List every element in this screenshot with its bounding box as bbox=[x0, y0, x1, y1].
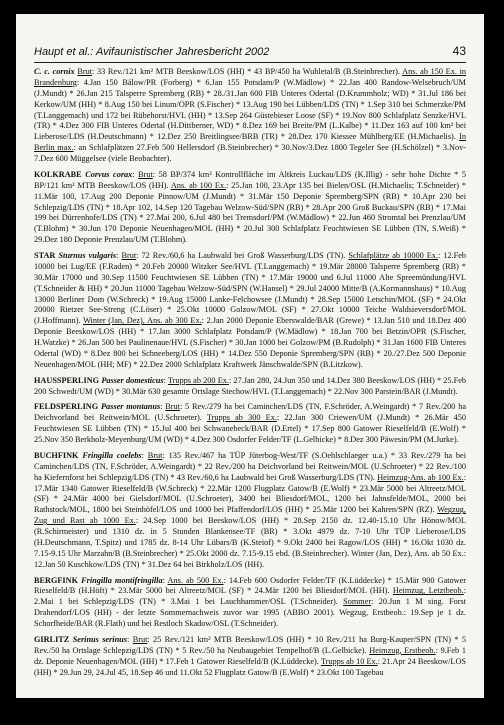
section-label: Heimzug, Erstbeob. bbox=[369, 645, 436, 655]
section-label: Ans. ab 150 Ex. in Brandenburg bbox=[34, 67, 467, 87]
section-text: : 58 BP/374 km² Kontrollfläche im Altkreis Luckau/LDS (K.Illig) - sehr hohe Dichte * 5 BP/121 km² MTB Beeskow/LOS (HH). bbox=[34, 169, 467, 190]
species-entry-buchfink: BUCHFINK Fringilla coelebs: Brut: 135 Rev./467 ha TÜP Jüterbog-West/TF (S.Oehlschlaeger u.a.) * 33 Rev./279 ha bei Caminchen/LDS (TN, F.Schröder, A.Weingardt) * 22 Rev./200 ha Deichvorland bei Reitwein/MOL (U.Schroeter) * 22 Rev./100 ha Kiefernforst bei Schlepzig/LDS (TN) * 43 Rev./60,6 ha Laubwald bei Groß Wasserburg/LDS (TN). Heimzug-Ans. ab 100 Ex.: 17.Mär 1340 Gatower Rieselfeld/B (W.Schreck) * 22.Mär 1200 Flugplatz Gatow/B (E.Wolf) * 23.Mär 5000 bei Altreetz/MOL (SF) * 24.Mär 4000 bei Gielsdorf/MOL (U.Schroeter), 3400 bei Bliesdorf/MOL, 1200 bei Jahnsfelde/MOL, 2000 bei Rathstock/MOL, 1800 bei Steinhöfel/LOS und 1000 bei Pfaffendorf/LOS (HH) * 25.Mär 1200 bei Kahren/SPN (RZ). Wegzug, Zug und Rast ab 1000 Ex.: 24.Sep 1000 bei Beeskow/LOS (HH) * 28.Sep 2150 dz. 12.40-15.10 Uhr Hönow/MOL (R.Schirmeister) und 1310 dz. in 5 Stunden Blankensee/TF (BR) * 3.Okt 4979 dz. 7-10 Uhr TÜP Lieberose/LDS (H.Deutschmann, T.Spitz) und 1785 dz. 8-14 Uhr Lübars/B (K.Steiof) * 9.Okt 2400 bei Ragow/LOS (HH) * 16.Okt 1030 dz. 7.15-9.15 Uhr Marzahn/B (B.Steinbrecher) * 25.Okt 2000 dz. 7.15-9.15 ebd. (B.Steinbrecher). Winter (Jan, Dez), Ans. ab 50 Ex.: 12.Jan 50 Kuschkow/LDS (TN) * 31.Dez 64 bei Birkholz/LOS (HH). bbox=[34, 450, 467, 569]
section-text: : 27.Jan 280, 24.Jun 350 und 14.Dez 380 Beeskow/LOS (HH) * 25.Feb 200 Schwedt/UM (WD) * 30.Mär 630 gesamte Ortslage Stechow/HVL (T.Langgemach) * 22.Nov 300 Parstein/BAR (J.Mundt). bbox=[34, 375, 466, 396]
section-text: : 22.Jan 300 Criewen/UM (J.Mundt) * 26.Mär 450 Feuchtwiesen SE Lübben (TN) * 15.Jul 400 bei Schwanebeck/BAR (D.Ertel) * 17.Sep 800 Gatower Rieselfeld/B (E.Wolf) * 25.Nov 350 Berkholz-Meyenburg/UM (WD) * 4.Dez 300 Osdorfer Felder/TF (L.Gelbicke) * 8.Dez 300 Päwesin/PM (M.Jurke). bbox=[34, 413, 467, 444]
report-body bbox=[34, 67, 466, 683]
section-text: : 21.Apr 24 Beeskow/LOS (HH) * 29.Jun 29, 24.Jul 45, 18.Sep 46 und 11.Okt 52 Flugplatz Gatow/B (E.Wolf) * 23.Okt 100 Tagebau bbox=[34, 656, 467, 677]
section-label: Ans. ab 100 Ex. bbox=[170, 180, 227, 190]
section-text: : 24.Sep 1000 bei Beeskow/LOS (HH) * 28.Sep 2150 dz. 12.40-15.10 Uhr Hönow/MOL (R.Schirmeister) und 1310 dz. in 5 Stunden Blankensee/TF (BR) * 3.Okt 4979 dz. 7-10 Uhr TÜP Lieberose/LDS (H.Deutschmann, T.Spitz) und 1785 dz. 8-14 Uhr Lübars/B (K.Steiof) * 9.Okt 2400 bei Ragow/LOS (HH) * 16.Okt 1030 dz. 7.15-9.15 Uhr Marzahn/B (B.Steinbrecher) * 25.Okt 2000 dz. 7.15-9.15 ebd. (B.Steinbrecher). Winter (Jan, Dez), Ans. ab 50 Ex.: 12.Jan 50 Kuschkow/LDS (TN) * 31.Dez 64 bei Birkholz/LOS (HH). bbox=[34, 516, 466, 569]
section-label: Sommer bbox=[343, 597, 372, 607]
species-head: HAUSSPERLING bbox=[34, 375, 100, 385]
species-head: STAR bbox=[34, 251, 56, 260]
section-text: : 20.Jun 1 M sing. Forst Drahendorf/LOS (HH) - der letzte Sommernachweis zuvor war 1995 (ABBO 2001). Wegzug, Erstbeob.: 19.Sep je 1 dz. Schorfheide/BAR (R.Flath) und bei Restloch Skadow/OSL (T.Schneider). bbox=[34, 597, 467, 628]
section-text: : 25 Rev./121 km² MTB Beeskow/LOS (HH) * 10 Rev./211 ha Burg-Kauper/SPN (TN) * 5 Rev./50 ha Ortslage Schlepzig/LDS (TN) * 5 Rev./50 ha Neubaugebiet Tempelhof/B (L.Gelbicke). bbox=[34, 634, 467, 655]
section-text: : 72 Rev./60,6 ha Laubwald bei Groß Wasserburg/LDS (TN). bbox=[136, 251, 349, 260]
running-header bbox=[34, 40, 466, 58]
page-number: 43 bbox=[452, 44, 466, 58]
section-label: Brut bbox=[165, 402, 180, 412]
section-text: : 25.Jan 100, 23.Apr 135 bei Bielen/OSL (H.Michaelis; T.Schneider) * 11.Mär 100, 17.Aug 200 Deponie Pinnow/UM (J.Mundt) * 31.Mär 150 Deponie Spremberg/SPN (RB) * 10.Apr 230 bei Schlepzig/LDS (TN) * 18.Apr 102, 14.Sep 120 Tagebau Welzow-Süd/SPN (RB) * 28.Apr 200 Groß Buckau/SPN (RB) * 17.Mai 199 bei Dürrenhofe/LDS (TN) * 27.Mai 200, 6.Jul 480 bei Tremsdorf/PM (W.Mädlow) * 22.Jun 460 Stromtal bei Prenzlau/UM (T.Blohm) * 30.Jun 170 Deponie Neuenhagen/MOL (HH) * 20.Jul 300 Schlafplatz Feuchtwiesen SE Lübben (TN, S.Weiß) * 29.Dez 180 Deponie Prenzlau/UM (T.Blohm). bbox=[34, 180, 466, 245]
section-label: Trupps ab 10 Ex. bbox=[320, 656, 378, 666]
species-entry-nebelkraehe bbox=[34, 67, 466, 165]
species-entry-haussperling: HAUSSPERLING Passer domesticus: Trupps ab 200 Ex.: 27.Jan 280, 24.Jun 350 und 14.Dez 380 Beeskow/LOS (HH) * 25.Feb 200 Schwedt/UM (WD) * 30.Mär 630 gesamte Ortslage Stechow/HVL (T.Langgemach) * 22.Nov 300 Parstein/BAR (J.Mundt). bbox=[34, 375, 466, 396]
species-scientific-name: Sturnus vulgaris bbox=[58, 251, 117, 260]
section-label: Ans. ab 500 Ex. bbox=[167, 575, 224, 585]
species-head: KOLKRABE bbox=[34, 169, 82, 179]
species-scientific-name: Serinus serinus bbox=[72, 634, 127, 644]
section-label: Brut bbox=[77, 67, 93, 76]
header-rule bbox=[34, 62, 466, 63]
section-text: : 4.Jan 150 Bälow/PR (Forberg) * 6.Jan 155 Potsdam/P (W.Mädlow) * 22.Jan 400 Randow-Welsebruch/UM (J.Mundt) * 26.Jan 215 Talsperre Spremberg (RB) * 28./31.Jan 600 FIB Unteres Odertal (D.Krummholz; WD) * 31.Jul 186 bei Kerkow/UM (HH) * 8.Aug 150 bei Linum/OPR (S.Fischer) * 13.Aug 190 bei Lübben/LDS (TN) * 1.Sep 310 bei Schmerzke/PM (T.Langgemach) und 172 bei Rübehorst/HVL (HH) * 13.Sep 264 Güstebieser Loose (SF) * 19.Nov 800 Schlafplatz Senzke/HVL (TR) * 4.Dez 300 FIB Unteres Odertal (H.Dittberner, WD) * 8.Dez 169 bei Breite/PM (L.Kalbe) * 11.Dez 163 auf 100 km² bei Lieberose/LDS (H.Deutschmann) * 12.Dez 250 Breitlingsee/BRB (TR) * 28.Dez 170 Kiessee Mühlberg/EE (H.Michaelis). bbox=[34, 77, 466, 142]
section-label: Winter (Jan, Dez), Ans. ab 300 Ex. bbox=[83, 316, 202, 326]
section-text: : 2.Jan 2000 Deponie Eberswalde/BAR (Grewe) * 13.Jan 510 und 18.Dez 400 Deponie Beeskow/LOS (HH) * 17.Jan 3000 Schlafplatz Potsdam/P (W.Mädlow) * 18.Jan 700 bei Betzin/OPR (S.Fischer, H.Watzke) * 26.Jan 500 bei Paulinenaue/HVL (S.Fischer) * 30.Jan 1000 bei Golzow/PM (B.Rudolph) * 31.Jan 1600 FIB Unteres Odertal (WD) * 8.Dez 800 bei Schneeberg/LOS (HH) * 14.Dez 550 Deponie Spremberg/SPN (RB) * 20./27.Dez 500 Deponie Neuenhagen/MOL (HH; MF) * 22.Dez 2000 Schlafplatz Kraftwerk Jänschwalde/SPN (B.Litzkow). bbox=[34, 316, 466, 369]
section-label: Trupps ab 200 Ex. bbox=[167, 375, 229, 385]
species-entry-feldsperling: FELDSPERLING Passer montanus: Brut: 5 Rev./279 ha bei Caminchen/LDS (TN, F.Schröder, A.Weingardt) * 7 Rev./200 ha Deichvorland bei Reitwein/MOL (U.Schroeter). Trupps ab 300 Ex.: 22.Jan 300 Criewen/UM (J.Mundt) * 26.Mär 450 Feuchtwiesen SE Lübben (TN) * 15.Jul 400 bei Schwanebeck/BAR (D.Ertel) * 17.Sep 800 Gatower Rieselfeld/B (E.Wolf) * 25.Nov 350 Berkholz-Meyenburg/UM (WD) * 4.Dez 300 Osdorfer Felder/TF (L.Gelbicke) * 8.Dez 300 Päwesin/PM (M.Jurke). bbox=[34, 402, 467, 444]
section-label: Brut bbox=[132, 634, 148, 644]
section-text: : 14.Feb 600 Osdorfer Felder/TF (K.Lüddecke) * 15.Mär 900 Gatower Rieselfeld/B (H.Höft) * 23.Mär 5000 bei Altreetz/MOL (SF) * 24.Mär 1200 bei Bliesdorf/MOL (HH). bbox=[34, 575, 467, 596]
section-text: : 135 Rev./467 ha TÜP Jüterbog-West/TF (S.Oehlschlaeger u.a.) * 33 Rev./279 ha bei Caminchen/LDS (TN, F.Schröder, A.Weingardt) * 22 Rev./200 ha Deichvorland bei Reitwein/MOL (U.Schroeter) * 22 Rev./100 ha Kiefernforst bei Schlepzig/LDS (TN) * 43 Rev./60,6 ha Laubwald bei Groß Wasserburg/LDS (TN). bbox=[34, 450, 467, 482]
species-scientific-name: Corvus corax bbox=[85, 169, 133, 179]
section-text: : 5 Rev./279 ha bei Caminchen/LDS (TN, F.Schröder, A.Weingardt) * 7 Rev./200 ha Deichvorland bei Reitwein/MOL (U.Schroeter). bbox=[34, 402, 466, 423]
section-text: : an Schlafplätzen 27.Feb 500 Hellersdorf (B.Steinbrecher) * 30.Nov/3.Dez 1800 Tegeler See (H.Schölzel) * 3.Nov-7.Dez 600 Müggelsee (viele Beobachter). bbox=[34, 143, 467, 163]
section-label: Wegzug, Zug und Rast ab 1000 Ex. bbox=[34, 505, 466, 526]
section-label: Heimzug, Letztbeob. bbox=[392, 586, 464, 596]
section-label: Trupps ab 300 Ex. bbox=[206, 413, 277, 423]
document-page bbox=[16, 14, 484, 698]
running-title: Haupt et al.: Avifaunistischer Jahresbericht 2002 bbox=[34, 46, 270, 58]
section-label: Schlafplätze ab 10000 Ex. bbox=[348, 251, 438, 260]
species-head: C. c. cornix bbox=[34, 67, 75, 76]
species-head: BUCHFINK bbox=[34, 450, 79, 460]
section-text: : 9.Feb 1 dz. Deponie Neuenhagen/MOL (HH) * 17.Feb 1 Gatower Rieselfeld/B (K.Lüddecke). bbox=[34, 645, 466, 666]
species-scientific-name: Fringilla montifringilla bbox=[81, 575, 163, 585]
species-scientific-name: Fringilla coelebs bbox=[82, 450, 142, 460]
species-scientific-name: Passer montanus bbox=[100, 402, 161, 412]
section-text: : 33 Rev./121 km² MTB Beeskow/LOS (HH) * 43 BP/450 ha Wuhletal/B (B.Steinbrecher). bbox=[92, 67, 403, 76]
species-head: FELDSPERLING bbox=[34, 402, 99, 412]
species-entry-bergfink: BERGFINK Fringilla montifringilla: Ans. ab 500 Ex.: 14.Feb 600 Osdorfer Felder/TF (K.Lüddecke) * 15.Mär 900 Gatower Rieselfeld/B (H.Höft) * 23.Mär 5000 bei Altreetz/MOL (SF) * 24.Mär 1200 bei Bliesdorf/MOL (HH). Heimzug, Letztbeob.: 2.Mai 1 bei Schlepzig/LDS (TN) * 3.Mai 1 bei Lauchhammer/OSL (T.Schneider). Sommer: 20.Jun 1 M sing. Forst Drahendorf/LOS (HH) - der letzte Sommernachweis zuvor war 1995 (ABBO 2001). Wegzug, Erstbeob.: 19.Sep je 1 dz. Schorfheide/BAR (R.Flath) und bei Restloch Skadow/OSL (T.Schneider). bbox=[34, 575, 467, 628]
section-label: Brut bbox=[147, 450, 163, 460]
section-label: Brut bbox=[121, 251, 137, 260]
species-entry-girlitz: GIRLITZ Serinus serinus: Brut: 25 Rev./121 km² MTB Beeskow/LOS (HH) * 10 Rev./211 ha Burg-Kauper/SPN (TN) * 5 Rev./50 ha Ortslage Schlepzig/LDS (TN) * 5 Rev./50 ha Neubaugebiet Tempelhof/B (L.Gelbicke). Heimzug, Erstbeob.: 9.Feb 1 dz. Deponie Neuenhagen/MOL (HH) * 17.Feb 1 Gatower Rieselfeld/B (K.Lüddecke). Trupps ab 10 Ex.: 21.Apr 24 Beeskow/LOS (HH) * 29.Jun 29, 24.Jul 45, 18.Sep 46 und 11.Okt 52 Flugplatz Gatow/B (E.Wolf) * 23.Okt 100 Tagebau bbox=[34, 634, 467, 677]
section-label: Heimzug-Ans. ab 100 Ex. bbox=[377, 472, 464, 482]
section-text: : 17.Mär 1340 Gatower Rieselfeld/B (W.Schreck) * 22.Mär 1200 Flugplatz Gatow/B (E.Wolf) * 23.Mär 5000 bei Altreetz/MOL (SF) * 24.Mär 4000 bei Gielsdorf/MOL (U.Schroeter), 3400 bei Bliesdorf/MOL, 1200 bei Jahnsfelde/MOL, 2000 bei Rathstock/MOL, 1800 bei Steinhöfel/LOS und 1000 bei Pfaffendorf/LOS (HH) * 25.Mär 1200 bei Kahren/SPN (RZ). bbox=[34, 472, 467, 515]
species-head: BERGFINK bbox=[34, 575, 79, 585]
section-text: : 12.Feb 10000 bei Lug/EE (F.Raden) * 20.Feb 20000 Witzker See/HVL (T.Langgemach) * 19.Mär 28000 Talsperre Spremberg (RB) * 30.Mär 17000 und 30.Sep 11500 Feuchtwiesen SE Lübben (TN) * 17.Mär 19000 und 6.Jul 11000 Alte Spreemündung/HVL (T.Schneider & HH) * 20.Jun 11000 Tagebau Welzow-Süd/SPN (W.Hansel) * 29.Jul 24000 Mitte/B (A.Kormannshaus) * 10.Aug 13000 Berliner Dom (W.Schreck) * 19.Aug 15000 Lanke-Felchowsee (J.Mundt) * 28.Sep 15000 Letschin/MOL (SF) * 24.Okt 20000 Rietzer See-Streng (C.Löser) * 25.Okt 10000 Golzow/MOL (SF) * 27.Okt 10000 Teiche Waldsieversdorf/MOL (J.Hoffmann). bbox=[34, 251, 467, 326]
species-head: GIRLITZ bbox=[34, 634, 70, 644]
section-label: Brut bbox=[138, 169, 153, 179]
species-entry-star: STAR Sturnus vulgaris: Brut: 72 Rev./60,6 ha Laubwald bei Groß Wasserburg/LDS (TN). Schlafplätze ab 10000 Ex.: 12.Feb 10000 bei Lug/EE (F.Raden) * 20.Feb 20000 Witzker See/HVL (T.Langgemach) * 19.Mär 28000 Talsperre Spremberg (RB) * 30.Mär 17000 und 30.Sep 11500 Feuchtwiesen SE Lübben (TN) * 17.Mär 19000 und 6.Jul 11000 Alte Spreemündung/HVL (T.Schneider & HH) * 20.Jun 11000 Tagebau Welzow-Süd/SPN (W.Hansel) * 29.Jul 24000 Mitte/B (A.Kormannshaus) * 10.Aug 13000 Berliner Dom (W.Schreck) * 19.Aug 15000 Lanke-Felchowsee (J.Mundt) * 28.Sep 15000 Letschin/MOL (SF) * 24.Okt 20000 Rietzer See-Streng (C.Löser) * 25.Okt 10000 Golzow/MOL (SF) * 27.Okt 10000 Teiche Waldsieversdorf/MOL (J.Hoffmann). Winter (Jan, Dez), Ans. ab 300 Ex.: 2.Jan 2000 Deponie Eberswalde/BAR (Grewe) * 13.Jan 510 und 18.Dez 400 Deponie Beeskow/LOS (HH) * 17.Jan 3000 Schlafplatz Potsdam/P (W.Mädlow) * 18.Jan 700 bei Betzin/OPR (S.Fischer, H.Watzke) * 26.Jan 500 bei Paulinenaue/HVL (S.Fischer) * 30.Jan 1000 bei Golzow/PM (B.Rudolph) * 31.Jan 1600 FIB Unteres Odertal (WD) * 8.Dez 800 bei Schneeberg/LOS (HH) * 14.Dez 550 Deponie Spremberg/SPN (RB) * 20./27.Dez 500 Deponie Neuenhagen/MOL (HH; MF) * 22.Dez 2000 Schlafplatz Kraftwerk Jänschwalde/SPN (B.Litzkow). bbox=[34, 251, 467, 369]
species-entry-kolkrabe: KOLKRABE Corvus corax: Brut: 58 BP/374 km² Kontrollfläche im Altkreis Luckau/LDS (K.Illig) - sehr hohe Dichte * 5 BP/121 km² MTB Beeskow/LOS (HH). Ans. ab 100 Ex.: 25.Jan 100, 23.Apr 135 bei Bielen/OSL (H.Michaelis; T.Schneider) * 11.Mär 100, 17.Aug 200 Deponie Pinnow/UM (J.Mundt) * 31.Mär 150 Deponie Spremberg/SPN (RB) * 10.Apr 230 bei Schlepzig/LDS (TN) * 18.Apr 102, 14.Sep 120 Tagebau Welzow-Süd/SPN (RB) * 28.Apr 200 Groß Buckau/SPN (RB) * 17.Mai 199 bei Dürrenhofe/LDS (TN) * 27.Mai 200, 6.Jul 480 bei Tremsdorf/PM (W.Mädlow) * 22.Jun 460 Stromtal bei Prenzlau/UM (T.Blohm) * 30.Jun 170 Deponie Neuenhagen/MOL (HH) * 20.Jul 300 Schlafplatz Feuchtwiesen SE Lübben (TN, S.Weiß) * 29.Dez 180 Deponie Prenzlau/UM (T.Blohm). bbox=[34, 169, 467, 245]
section-text: : 2.Mai 1 bei Schlepzig/LDS (TN) * 3.Mai 1 bei Lauchhammer/OSL (T.Schneider). bbox=[34, 586, 466, 607]
section-label: In Berlin max. bbox=[34, 132, 466, 153]
species-scientific-name: Passer domesticus bbox=[101, 375, 164, 385]
